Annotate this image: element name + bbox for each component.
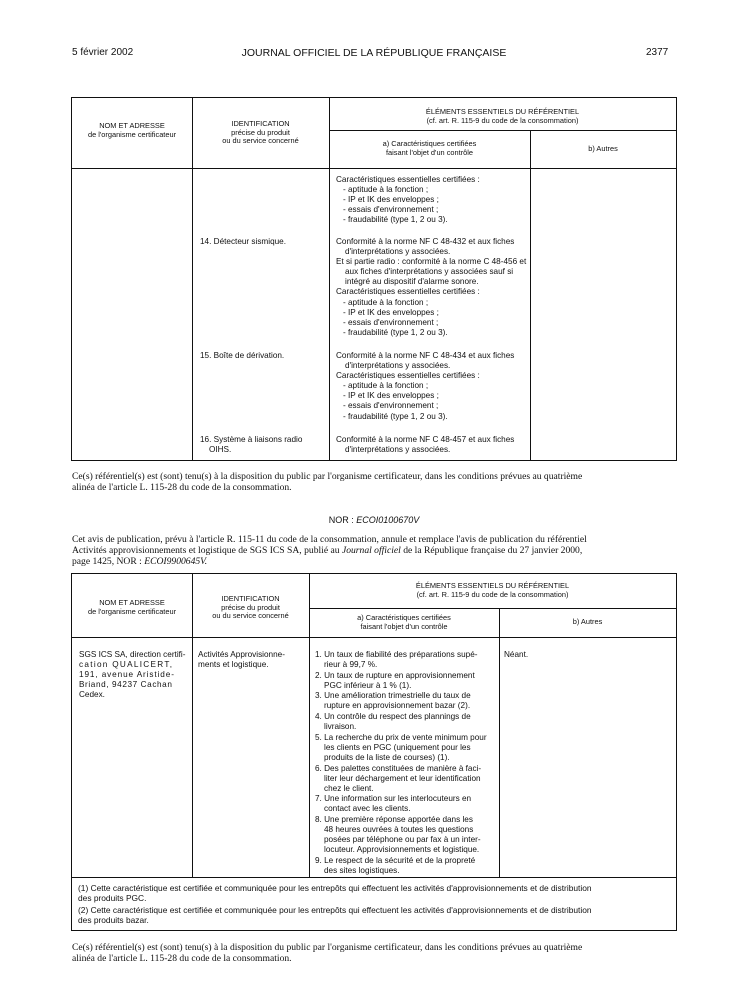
header-date: 5 février 2002 (72, 47, 134, 58)
referentiel-table-1 (71, 97, 677, 461)
criteria-block: Conformité à la norme NF C 48-457 et aux fiches d'interprétations y associées. (336, 435, 515, 455)
product-detecteur-sismique: 14. Détecteur sismique. (200, 237, 287, 246)
criteria-item: 9. Le respect de la sécurité et de la propreté des sites logistiques. (315, 855, 476, 875)
header-organisme: NOM ET ADRESSE de l'organisme certificateur (87, 598, 177, 616)
availability-paragraph: Ce(s) référentiel(s) est (sont) tenu(s) à la disposition du public par l'organisme certificateur, dans les conditions prévues au quatrième alinéa de l'article L. 115-28 du code de la consommation. (72, 471, 583, 493)
header-col-b: b) Autres (588, 144, 618, 153)
referentiel-table-2 (71, 573, 677, 931)
criteria-item: 1. Un taux de fiabilité des préparations supé- rieur à 99,7 %. (315, 650, 478, 670)
header-identification: IDENTIFICATION précise du produit ou du service concerné (222, 119, 299, 146)
header-col-a: a) Caractéristiques certifiées faisant l'objet d'un contrôle (357, 613, 451, 631)
criteria-item: 4. Un contrôle du respect des plannings de livraison. (315, 712, 471, 732)
autres-value: Néant. (504, 650, 529, 659)
criteria-item: 3. Une amélioration trimestrielle du taux de rupture en approvisionnement bazar (2). (315, 691, 471, 711)
header-elements: ÉLÉMENTS ESSENTIELS DU RÉFÉRENTIEL (cf. art. R. 115-9 du code de la consommation) (425, 107, 580, 125)
organisme-address: SGS ICS SA, direction certifi- cation QUALICERT, 191, avenue Aristide- Briand, 94237 Cachan Cedex. (79, 650, 186, 700)
criteria-list (315, 650, 496, 877)
criteria-item: 8. Une première réponse apportée dans les 48 heures ouvrées à toutes les questions posées par téléphone ou par fax à un inter- locuteur. Approvisionnements et logistique. (315, 815, 481, 855)
criteria-item: 5. La recherche du prix de vente minimum pour les clients en PGC (uniquement pour les produits de la liste de courses) (1). (315, 732, 487, 762)
footnote-2: (2) Cette caractéristique est certifiée et communiquée pour les entrepôts qui effectuent les activités d'approvisionnements et de distribution des produits bazar. (78, 905, 592, 925)
product-boite-derivation: 15. Boîte de dérivation. (200, 351, 285, 360)
publication-notice: Cet avis de publication, prévu à l'article R. 115-11 du code de la consommation, annule et remplace l'avis de publication du référentiel Activités approvisionnements et logistique de SGS ICS SA, publié au Journal officiel de la République française du 27 janvier 2000, page 1425, NOR : ECOI9900645V. (72, 534, 587, 567)
criteria-item: 7. Une information sur les interlocuteurs en contact avec les clients. (315, 794, 472, 814)
header-col-a: a) Caractéristiques certifiées faisant l'objet d'un contrôle (382, 139, 477, 157)
header-col-b: b) Autres (572, 617, 603, 626)
footnote-1: (1) Cette caractéristique est certifiée et communiquée pour les entrepôts qui effectuent les activités d'approvisionnements et de distribution des produits PGC. (78, 883, 592, 903)
header-elements: ÉLÉMENTS ESSENTIELS DU RÉFÉRENTIEL (cf. art. R. 115-9 du code de la consommation) (415, 581, 570, 599)
header-organisme: NOM ET ADRESSE de l'organisme certificateur (87, 121, 177, 139)
nor-reference: NOR : ECOI0100670V (328, 515, 420, 525)
page-number: 2377 (646, 47, 669, 58)
criteria-block: Conformité à la norme NF C 48-432 et aux fiches d'interprétations y associées. Et si partie radio : conformité à la norme C 48-456 et aux fiches d'interprétations y associées sauf si intégré au dispositif d'alarme sonore. Caractéristiques essentielles certifiées : - aptitude à la fonction ; - IP et IK des enveloppes ; - essais d'environnement ; - fraudabilité (type 1, 2 ou 3). (336, 237, 527, 337)
criteria-item: 6. Des palettes constituées de manière à faci- liter leur déchargement et leur identification chez le client. (315, 763, 482, 793)
criteria-block: Conformité à la norme NF C 48-434 et aux fiches d'interprétations y associées. Caractéristiques essentielles certifiées : - aptitude à la fonction ; - IP et IK des enveloppes ; - essais d'environnement ; - fraudabilité (type 1, 2 ou 3). (336, 351, 515, 421)
journal-title: JOURNAL OFFICIEL DE LA RÉPUBLIQUE FRANÇAISE (241, 47, 507, 59)
product-systeme-radio: 16. Système à liaisons radio OIHS. (200, 435, 303, 455)
header-identification: IDENTIFICATION précise du produit ou du service concerné (212, 594, 289, 621)
criteria-block: Caractéristiques essentielles certifiées : - aptitude à la fonction ; - IP et IK des enveloppes ; - essais d'environnement ; - fraudabilité (type 1, 2 ou 3). (336, 175, 480, 225)
criteria-item: 2. Un taux de rupture en approvisionnement PGC inférieur à 1 % (1). (315, 670, 475, 690)
availability-paragraph: Ce(s) référentiel(s) est (sont) tenu(s) à la disposition du public par l'organisme certificateur, dans les conditions prévues au quatrième alinéa de l'article L. 115-28 du code de la consommation. (72, 942, 583, 964)
product-activites: Activités Approvisionne- ments et logistique. (198, 650, 285, 670)
